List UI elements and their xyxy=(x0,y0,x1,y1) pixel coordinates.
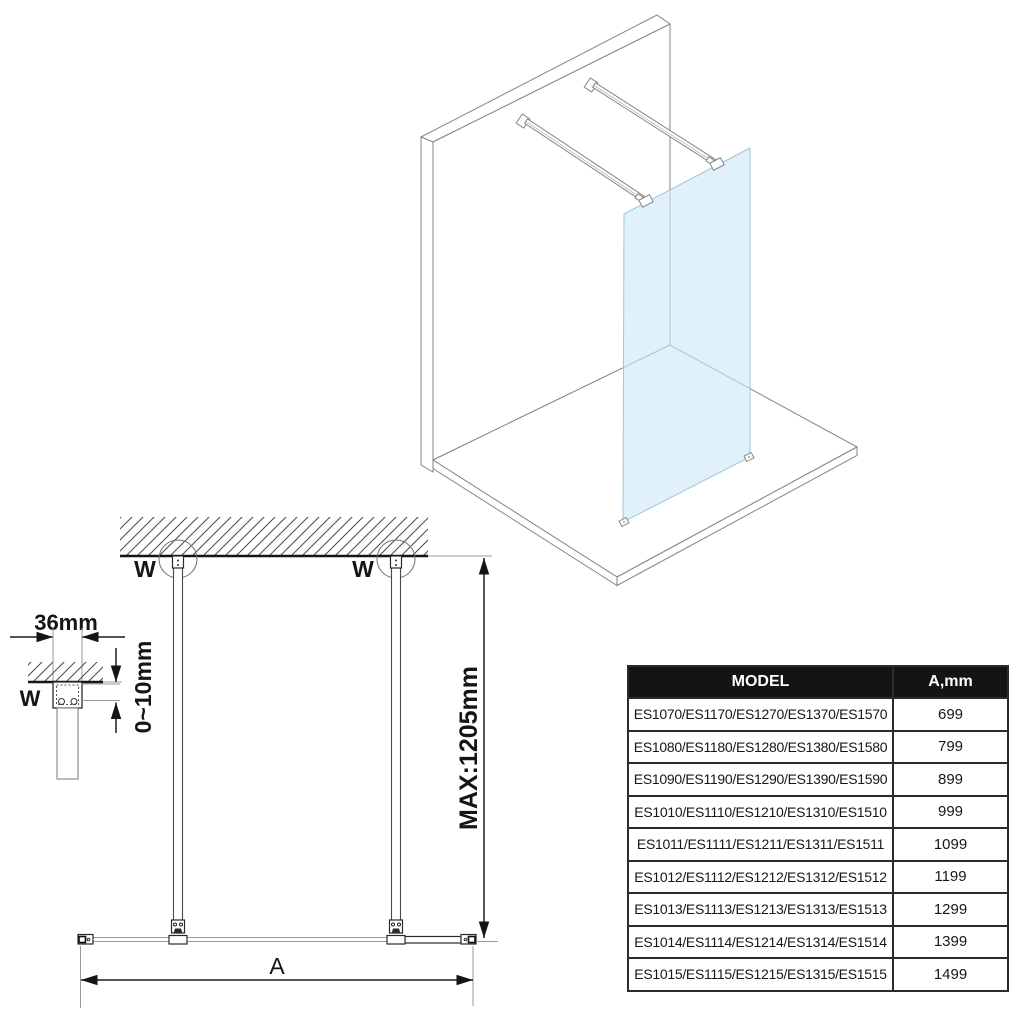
a-mm-cell: 899 xyxy=(893,763,1008,796)
support-bar-left-2d xyxy=(173,556,184,920)
model-cell: ES1080/ES1180/ES1280/ES1380/ES1580 xyxy=(628,731,893,764)
model-cell: ES1012/ES1112/ES1212/ES1312/ES1512 xyxy=(628,861,893,894)
model-header: MODEL xyxy=(628,666,893,698)
table-row xyxy=(628,828,1008,861)
inset-ceiling-hatch xyxy=(28,662,103,682)
a-mm-cell: 1499 xyxy=(893,958,1008,991)
width-dim-label: A xyxy=(269,953,285,979)
ceiling-hatch xyxy=(120,517,428,556)
a-mm-header: A,mm xyxy=(893,666,1008,698)
bar-bracket-right xyxy=(387,920,405,944)
table-header-row xyxy=(628,666,1008,698)
bar-bracket-left xyxy=(169,920,187,944)
model-table xyxy=(627,665,1009,992)
wall-fixing-label-right: W xyxy=(352,556,374,582)
dimension-adjust xyxy=(116,641,156,734)
bar-section-detail xyxy=(57,708,78,779)
wall-fixing-label-left: W xyxy=(134,556,156,582)
a-mm-cell: 1299 xyxy=(893,893,1008,926)
a-mm-cell: 699 xyxy=(893,698,1008,731)
table-row xyxy=(628,958,1008,991)
table-row xyxy=(628,731,1008,764)
model-cell: ES1090/ES1190/ES1290/ES1390/ES1590 xyxy=(628,763,893,796)
inset-detail xyxy=(10,610,156,779)
a-mm-cell: 999 xyxy=(893,796,1008,829)
table-row xyxy=(628,796,1008,829)
iso-view xyxy=(421,15,857,586)
bracket-width-label: 36mm xyxy=(34,610,98,635)
table-row xyxy=(628,698,1008,731)
model-cell: ES1070/ES1170/ES1270/ES1370/ES1570 xyxy=(628,698,893,731)
model-cell: ES1014/ES1114/ES1214/ES1314/ES1514 xyxy=(628,926,893,959)
inset-wall-fixing-label: W xyxy=(19,686,41,711)
a-mm-cell: 799 xyxy=(893,731,1008,764)
table-row xyxy=(628,763,1008,796)
table-row xyxy=(628,861,1008,894)
max-height-label: MAX:1205mm xyxy=(455,666,483,830)
adjust-range-label: 0~10mm xyxy=(130,640,156,734)
model-cell: ES1010/ES1110/ES1210/ES1310/ES1510 xyxy=(628,796,893,829)
a-mm-cell: 1399 xyxy=(893,926,1008,959)
wall-bracket-detail xyxy=(53,682,82,708)
support-bar-right-2d xyxy=(391,556,402,920)
dimension-max-height xyxy=(455,558,498,942)
glass-end-cap-right xyxy=(461,935,476,945)
a-mm-cell: 1099 xyxy=(893,828,1008,861)
model-cell: ES1011/ES1111/ES1211/ES1311/ES1511 xyxy=(628,828,893,861)
a-mm-cell: 1199 xyxy=(893,861,1008,894)
table-row xyxy=(628,926,1008,959)
model-cell: ES1013/ES1113/ES1213/ES1313/ES1513 xyxy=(628,893,893,926)
plan-view xyxy=(78,517,498,1008)
model-cell: ES1015/ES1115/ES1215/ES1315/ES1515 xyxy=(628,958,893,991)
dimension-a xyxy=(81,946,474,1008)
table-row xyxy=(628,893,1008,926)
glass-end-cap-left xyxy=(78,935,93,945)
wall-profile xyxy=(404,937,461,944)
